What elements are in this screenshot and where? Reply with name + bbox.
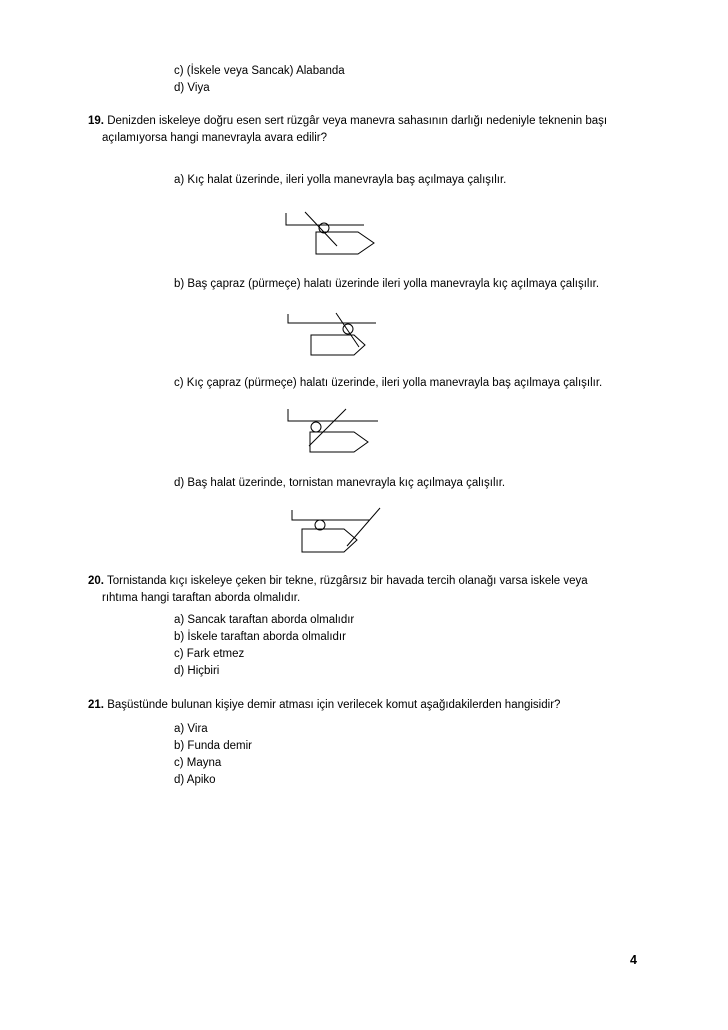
q20-option-d: d) Hiçbiri — [174, 665, 220, 677]
diagram-d — [280, 506, 390, 556]
option-d-prev: d) Viya — [174, 82, 210, 94]
diagram-b — [280, 308, 380, 360]
q20-line1 — [88, 574, 588, 588]
diagram-c — [280, 404, 380, 456]
q20-text-line2: rıhtıma hangi taraftan aborda olmalıdır. — [102, 592, 301, 604]
option-c-prev: c) (İskele veya Sancak) Alabanda — [174, 65, 345, 77]
q19-option-b: b) Baş çapraz (pürmeçe) halatı üzerinde ileri yolla manevrayla kıç açılmaya çalışılır. — [174, 278, 600, 290]
q19-line1 — [88, 114, 607, 128]
q21-text: Başüstünde bulunan kişiye demir atması için verilecek komut aşağıdakilerden hangisidir? — [107, 699, 561, 711]
page-number: 4 — [630, 953, 637, 967]
q19-text-line1: Denizden iskeleye doğru esen sert rüzgâr veya manevra sahasının darlığı nedeniyle teknenin başı — [107, 115, 608, 127]
q21-option-d: d) Apiko — [174, 774, 216, 786]
q20-number: 20. — [88, 575, 104, 587]
q20-text-line1: Tornistanda kıçı iskeleye çeken bir tekne, rüzgârsız bir havada tercih olanağı varsa iskele veya — [107, 575, 588, 587]
q20-option-b: b) İskele taraftan aborda olmalıdır — [174, 631, 346, 643]
q21-line1 — [88, 698, 560, 712]
q19-text-line2: açılamıyorsa hangi manevrayla avara edilir? — [102, 132, 327, 144]
q19-number: 19. — [88, 115, 104, 127]
q19-option-a: a) Kıç halat üzerinde, ileri yolla manevrayla baş açılmaya çalışılır. — [174, 174, 507, 186]
q19-option-d: d) Baş halat üzerinde, tornistan manevrayla kıç açılmaya çalışılır. — [174, 477, 506, 489]
q21-option-c: c) Mayna — [174, 757, 222, 769]
q21-number: 21. — [88, 699, 104, 711]
q20-option-c: c) Fark etmez — [174, 648, 245, 660]
diagram-a — [280, 208, 380, 258]
q20-option-a: a) Sancak taraftan aborda olmalıdır — [174, 614, 355, 626]
q21-option-a: a) Vira — [174, 723, 208, 735]
q21-option-b: b) Funda demir — [174, 740, 252, 752]
q19-option-c: c) Kıç çapraz (pürmeçe) halatı üzerinde, ileri yolla manevrayla baş açılmaya çalışılır. — [174, 377, 603, 389]
